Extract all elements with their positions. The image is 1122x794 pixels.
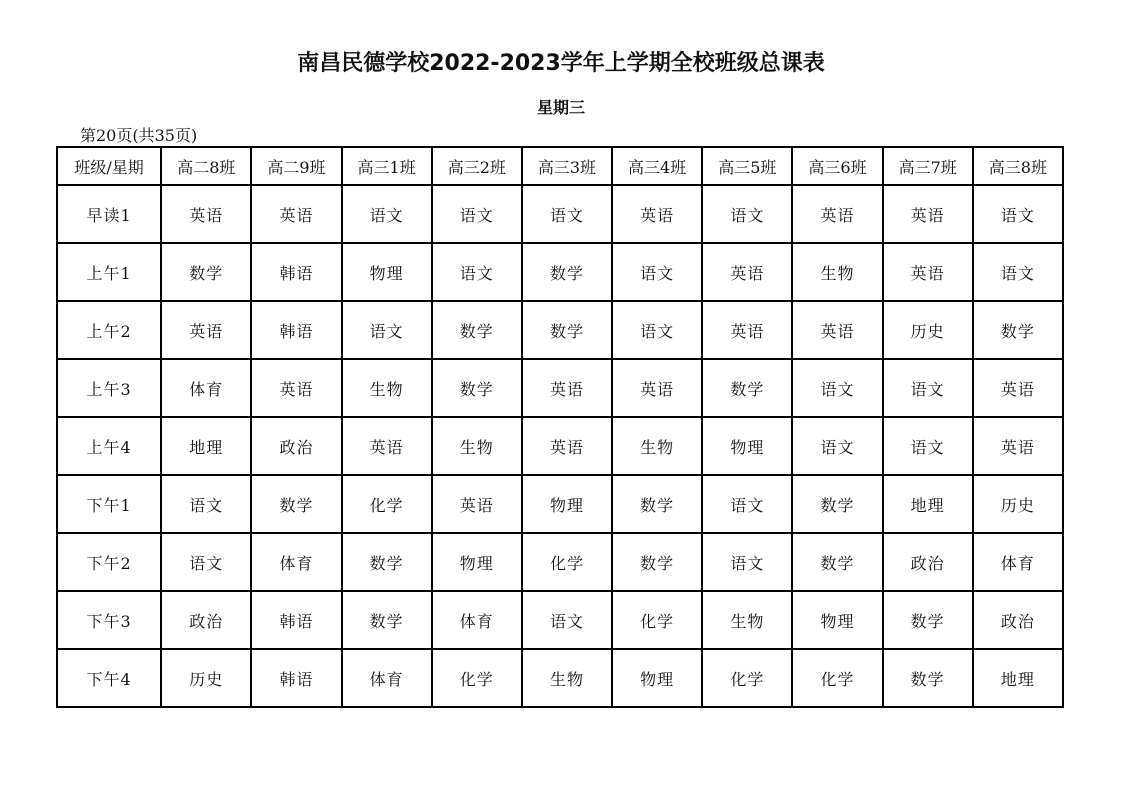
subject-cell: 历史 — [161, 649, 251, 707]
weekday-subtitle: 星期三 — [536, 98, 585, 117]
period-label: 下午2 — [57, 533, 161, 591]
subject-cell: 地理 — [883, 475, 973, 533]
subject-cell: 英语 — [612, 185, 702, 243]
subject-cell: 英语 — [792, 301, 882, 359]
table-row — [57, 359, 1063, 417]
class-header: 高二8班 — [161, 147, 251, 185]
subject-cell: 数学 — [522, 301, 612, 359]
subject-cell: 英语 — [883, 243, 973, 301]
subject-cell: 语文 — [792, 417, 882, 475]
corner-header: 班级/星期 — [57, 147, 161, 185]
subject-cell: 韩语 — [251, 301, 341, 359]
subject-cell: 英语 — [161, 185, 251, 243]
subject-cell: 政治 — [161, 591, 251, 649]
subject-cell: 韩语 — [251, 649, 341, 707]
subject-cell: 数学 — [883, 649, 973, 707]
period-label: 上午3 — [57, 359, 161, 417]
subject-cell: 物理 — [432, 533, 522, 591]
subject-cell: 体育 — [342, 649, 432, 707]
class-header: 高三1班 — [342, 147, 432, 185]
subject-cell: 英语 — [702, 301, 792, 359]
subject-cell: 化学 — [792, 649, 882, 707]
subject-cell: 化学 — [432, 649, 522, 707]
subject-cell: 体育 — [432, 591, 522, 649]
subject-cell: 生物 — [792, 243, 882, 301]
subject-cell: 地理 — [973, 649, 1063, 707]
subject-cell: 体育 — [161, 359, 251, 417]
subject-cell: 数学 — [251, 475, 341, 533]
subject-cell: 韩语 — [251, 591, 341, 649]
subject-cell: 英语 — [973, 359, 1063, 417]
class-header: 高三7班 — [883, 147, 973, 185]
subject-cell: 政治 — [973, 591, 1063, 649]
subject-cell: 生物 — [612, 417, 702, 475]
period-label: 下午3 — [57, 591, 161, 649]
subject-cell: 英语 — [522, 359, 612, 417]
subject-cell: 语文 — [522, 591, 612, 649]
subject-cell: 语文 — [612, 301, 702, 359]
period-label: 上午1 — [57, 243, 161, 301]
subject-cell: 地理 — [161, 417, 251, 475]
table-row — [57, 649, 1063, 707]
subject-cell: 数学 — [612, 533, 702, 591]
subject-cell: 英语 — [973, 417, 1063, 475]
subject-cell: 物理 — [522, 475, 612, 533]
period-label: 下午4 — [57, 649, 161, 707]
subject-cell: 生物 — [432, 417, 522, 475]
class-header: 高三4班 — [612, 147, 702, 185]
subject-cell: 语文 — [612, 243, 702, 301]
subject-cell: 体育 — [973, 533, 1063, 591]
subject-cell: 语文 — [342, 301, 432, 359]
subject-cell: 语文 — [161, 475, 251, 533]
class-header: 高三8班 — [973, 147, 1063, 185]
table-row — [57, 185, 1063, 243]
subject-cell: 政治 — [883, 533, 973, 591]
subject-cell: 物理 — [612, 649, 702, 707]
subject-cell: 体育 — [251, 533, 341, 591]
subject-cell: 语文 — [342, 185, 432, 243]
class-header: 高三6班 — [792, 147, 882, 185]
subject-cell: 英语 — [522, 417, 612, 475]
subject-cell: 语文 — [161, 533, 251, 591]
table-row — [57, 301, 1063, 359]
subject-cell: 语文 — [973, 243, 1063, 301]
subject-cell: 化学 — [702, 649, 792, 707]
subject-cell: 英语 — [342, 417, 432, 475]
table-row — [57, 475, 1063, 533]
subject-cell: 生物 — [522, 649, 612, 707]
subject-cell: 英语 — [702, 243, 792, 301]
subject-cell: 物理 — [702, 417, 792, 475]
period-label: 下午1 — [57, 475, 161, 533]
subject-cell: 历史 — [883, 301, 973, 359]
period-label: 早读1 — [57, 185, 161, 243]
subject-cell: 语文 — [702, 533, 792, 591]
subject-cell: 语文 — [432, 243, 522, 301]
subject-cell: 物理 — [342, 243, 432, 301]
subject-cell: 生物 — [342, 359, 432, 417]
table-row — [57, 417, 1063, 475]
subject-cell: 语文 — [883, 417, 973, 475]
subject-cell: 英语 — [792, 185, 882, 243]
table-row — [57, 533, 1063, 591]
subject-cell: 数学 — [883, 591, 973, 649]
subject-cell: 韩语 — [251, 243, 341, 301]
subject-cell: 语文 — [883, 359, 973, 417]
subject-cell: 生物 — [702, 591, 792, 649]
subject-cell: 数学 — [792, 533, 882, 591]
subject-cell: 英语 — [612, 359, 702, 417]
subject-cell: 政治 — [251, 417, 341, 475]
table-row — [57, 591, 1063, 649]
subject-cell: 语文 — [973, 185, 1063, 243]
subject-cell: 化学 — [612, 591, 702, 649]
subject-cell: 语文 — [432, 185, 522, 243]
subject-cell: 历史 — [973, 475, 1063, 533]
subject-cell: 数学 — [342, 533, 432, 591]
header-row — [57, 147, 1063, 185]
schedule-table — [56, 146, 1064, 708]
subject-cell: 英语 — [432, 475, 522, 533]
subject-cell: 语文 — [522, 185, 612, 243]
subject-cell: 英语 — [883, 185, 973, 243]
subject-cell: 数学 — [792, 475, 882, 533]
subject-cell: 化学 — [342, 475, 432, 533]
subject-cell: 数学 — [432, 359, 522, 417]
subject-cell: 语文 — [792, 359, 882, 417]
class-header: 高三5班 — [702, 147, 792, 185]
period-label: 上午2 — [57, 301, 161, 359]
subject-cell: 物理 — [792, 591, 882, 649]
subject-cell: 数学 — [432, 301, 522, 359]
page-number-info: 第20页(共35页) — [80, 126, 198, 145]
class-header: 高三2班 — [432, 147, 522, 185]
subject-cell: 数学 — [161, 243, 251, 301]
subject-cell: 化学 — [522, 533, 612, 591]
page-title: 南昌民德学校2022-2023学年上学期全校班级总课表 — [297, 51, 825, 76]
subject-cell: 数学 — [342, 591, 432, 649]
subject-cell: 数学 — [702, 359, 792, 417]
subject-cell: 英语 — [251, 185, 341, 243]
subject-cell: 语文 — [702, 185, 792, 243]
period-label: 上午4 — [57, 417, 161, 475]
subject-cell: 英语 — [251, 359, 341, 417]
subject-cell: 数学 — [612, 475, 702, 533]
subject-cell: 数学 — [522, 243, 612, 301]
class-header: 高三3班 — [522, 147, 612, 185]
subject-cell: 数学 — [973, 301, 1063, 359]
table-row — [57, 243, 1063, 301]
schedule-body — [57, 185, 1063, 707]
subject-cell: 英语 — [161, 301, 251, 359]
class-header: 高二9班 — [251, 147, 341, 185]
subject-cell: 语文 — [702, 475, 792, 533]
